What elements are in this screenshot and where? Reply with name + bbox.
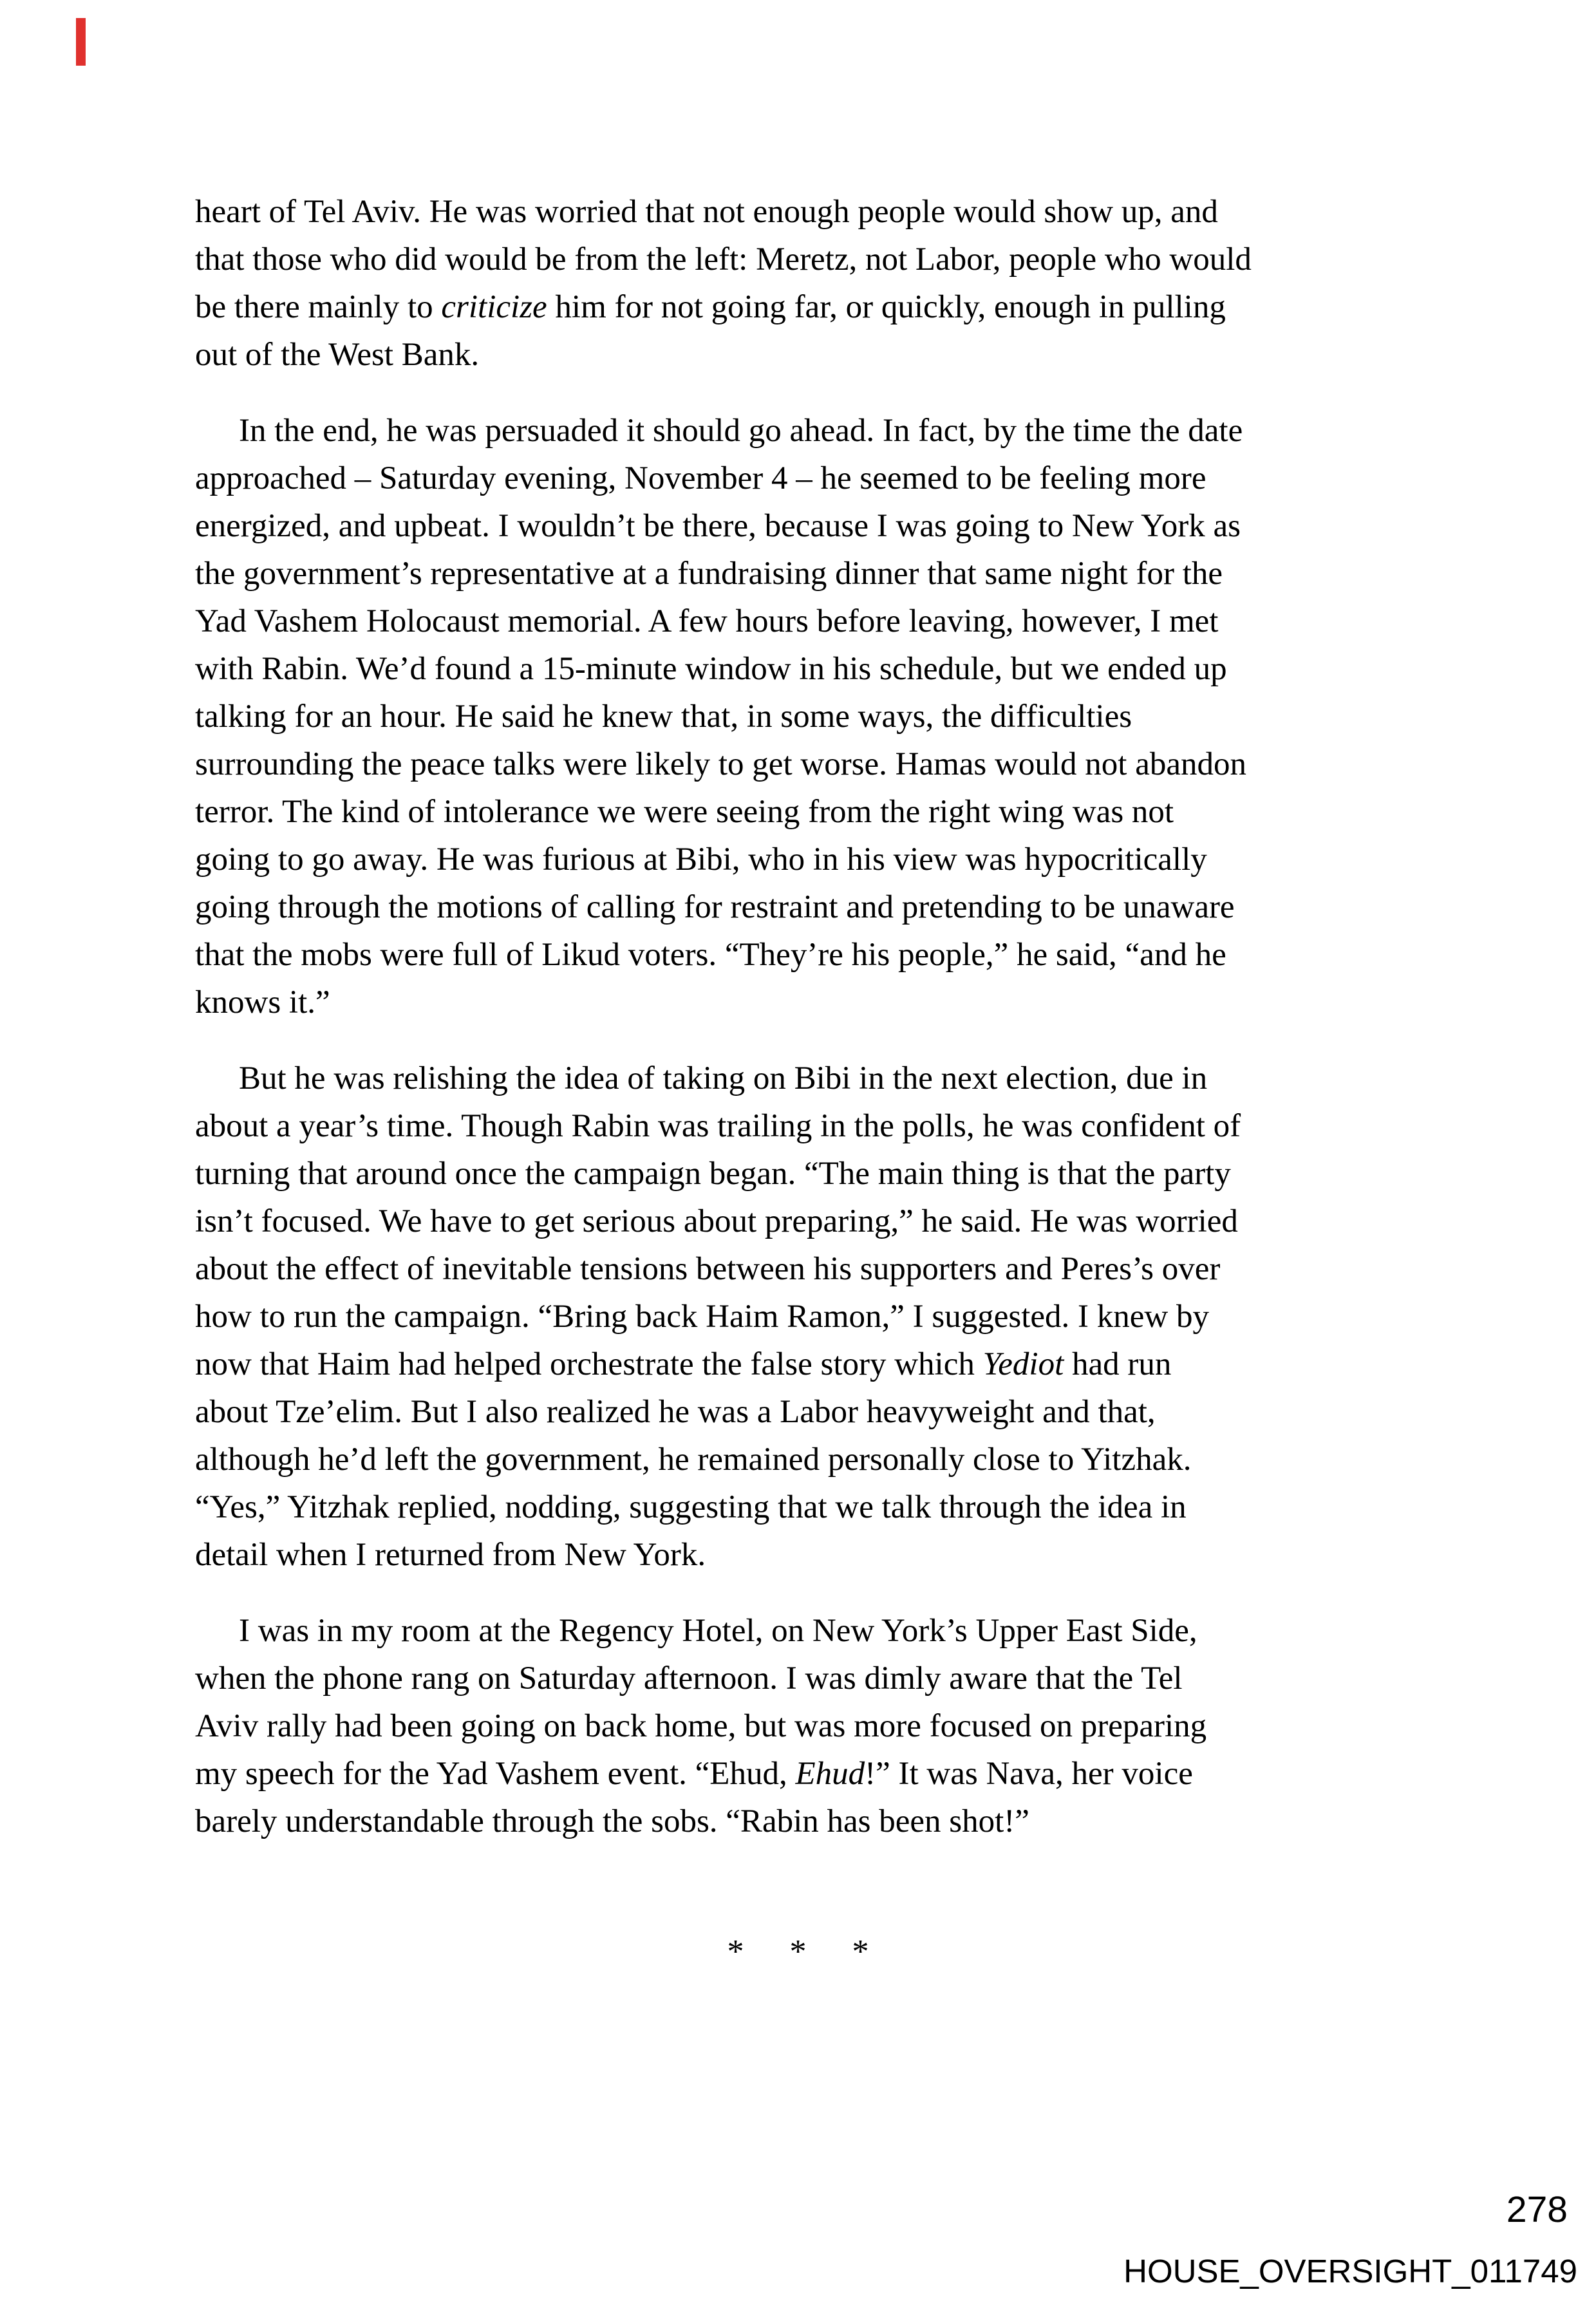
text-line: knows it.” [195,984,330,1020]
text-line: terror. The kind of intolerance we were seeing from the right wing was not [195,794,1174,830]
page-number: 278 [1506,2189,1568,2230]
text-line: In the end, he was persuaded it should go ahead. In fact, by the time the date [239,413,1243,449]
text-line: energized, and upbeat. I wouldn’t be there, because I was going to New York as [195,508,1241,544]
text-line: the government’s representative at a fundraising dinner that same night for the [195,556,1223,592]
text-line: barely understandable through the sobs. “Rabin has been shot!” [195,1803,1029,1839]
text-line: how to run the campaign. “Bring back Haim Ramon,” I suggested. I knew by [195,1299,1209,1335]
paragraph [195,188,1438,379]
text-line: “Yes,” Yitzhak replied, nodding, suggesting that we talk through the idea in [195,1489,1187,1525]
text-line: with Rabin. We’d found a 15-minute window in his schedule, but we ended up [195,651,1227,687]
text-line: surrounding the peace talks were likely to get worse. Hamas would not abandon [195,746,1246,782]
text-line: although he’d left the government, he remained personally close to Yitzhak. [195,1442,1192,1478]
paragraph [195,407,1438,1026]
text-line: now that Haim had helped orchestrate the false story which Yediot had run [195,1346,1172,1382]
text-line: be there mainly to criticize him for not going far, or quickly, enough in pulling [195,289,1226,325]
text-line: when the phone rang on Saturday afternoon. I was dimly aware that the Tel [195,1660,1183,1697]
text-line: about Tze’elim. But I also realized he was a Labor heavyweight and that, [195,1394,1156,1430]
text-block [195,188,1438,1845]
text-line: heart of Tel Aviv. He was worried that not enough people would show up, and [195,194,1218,230]
text-line: that the mobs were full of Likud voters. “They’re his people,” he said, “and he [195,937,1226,973]
text-line: going through the motions of calling for restraint and pretending to be unaware [195,889,1235,925]
text-line: about a year’s time. Though Rabin was trailing in the polls, he was confident of [195,1108,1241,1144]
text-line: I was in my room at the Regency Hotel, on New York’s Upper East Side, [239,1613,1197,1649]
text-line: about the effect of inevitable tensions between his supporters and Peres’s over [195,1251,1221,1287]
text-line: talking for an hour. He said he knew that, in some ways, the difficulties [195,699,1132,735]
text-line: Aviv rally had been going on back home, but was more focused on preparing [195,1708,1207,1744]
bates-stamp: HOUSE_OVERSIGHT_011749 [1123,2253,1577,2289]
red-scan-mark [76,18,86,66]
paragraph [195,1607,1438,1845]
text-line: out of the West Bank. [195,337,480,373]
text-line: isn’t focused. We have to get serious about preparing,” he said. He was worried [195,1203,1238,1239]
text-line: going to go away. He was furious at Bibi, who in his view was hypocritically [195,841,1207,878]
text-line: detail when I returned from New York. [195,1537,706,1573]
text-line: that those who did would be from the left: Meretz, not Labor, people who would [195,241,1252,277]
paragraph [195,1055,1438,1579]
text-line: approached – Saturday evening, November 4 – he seemed to be feeling more [195,460,1206,496]
text-line: my speech for the Yad Vashem event. “Ehud, Ehud!” It was Nava, her voice [195,1756,1193,1792]
section-break-asterisks: * * * [727,1933,869,1970]
text-line: But he was relishing the idea of taking on Bibi in the next election, due in [239,1060,1208,1096]
text-line: Yad Vashem Holocaust memorial. A few hours before leaving, however, I met [195,603,1219,639]
text-line: turning that around once the campaign began. “The main thing is that the party [195,1156,1231,1192]
